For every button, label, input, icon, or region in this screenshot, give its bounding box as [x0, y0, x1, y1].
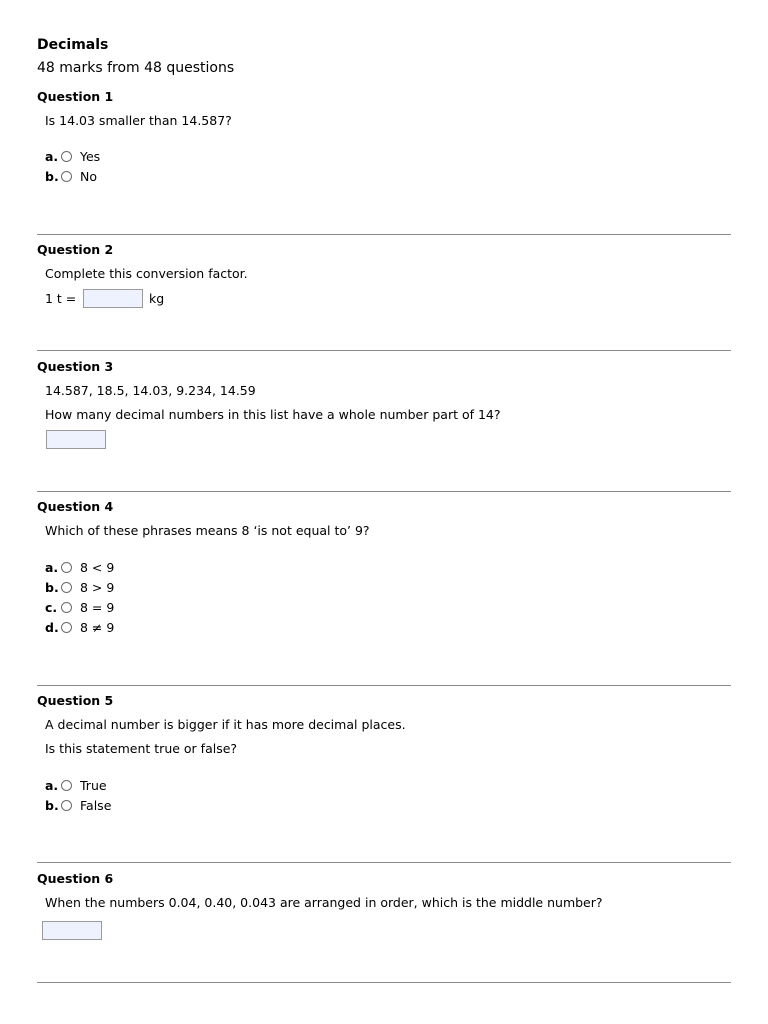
question-2-heading: Question 2: [37, 242, 114, 257]
page-subtitle: 48 marks from 48 questions: [37, 60, 235, 76]
conversion-prefix: 1 t =: [45, 291, 77, 306]
question-4-option-c[interactable]: [45, 599, 114, 615]
question-2-text: Complete this conversion factor.: [45, 266, 248, 281]
option-label: True: [80, 777, 107, 793]
question-divider: [37, 350, 731, 351]
question-3-heading: Question 3: [37, 359, 114, 374]
question-5-text-2: Is this statement true or false?: [45, 741, 238, 756]
option-label: 8 < 9: [80, 559, 115, 575]
question-3-text: How many decimal numbers in this list have a whole number part of 14?: [45, 407, 501, 422]
question-1-option-a[interactable]: [45, 148, 100, 164]
question-1-heading: Question 1: [37, 89, 114, 104]
radio-button[interactable]: [61, 171, 72, 182]
question-divider: [37, 685, 731, 686]
question-4-option-a[interactable]: [45, 559, 114, 575]
option-label: 8 > 9: [80, 579, 115, 595]
option-label: Yes: [80, 148, 101, 164]
question-3-answer-input[interactable]: [46, 430, 106, 449]
radio-button[interactable]: [61, 151, 72, 162]
option-letter: a.: [45, 559, 59, 575]
question-6-heading: Question 6: [37, 871, 114, 886]
option-letter: b.: [45, 579, 59, 595]
question-4-text: Which of these phrases means 8 ‘is not equal to’ 9?: [45, 523, 370, 538]
option-letter: c.: [45, 599, 58, 615]
option-label: 8 ≠ 9: [80, 619, 115, 635]
question-4-option-b[interactable]: [45, 579, 114, 595]
question-divider: [37, 491, 731, 492]
option-label: False: [80, 797, 112, 813]
question-5-option-a[interactable]: [45, 777, 107, 793]
option-letter: b.: [45, 797, 59, 813]
conversion-unit: kg: [149, 291, 165, 306]
question-5-heading: Question 5: [37, 693, 114, 708]
question-1-text: Is 14.03 smaller than 14.587?: [45, 113, 232, 128]
option-letter: b.: [45, 168, 59, 184]
question-4-option-d[interactable]: [45, 619, 114, 635]
question-6-text: When the numbers 0.04, 0.40, 0.043 are arranged in order, which is the middle number?: [45, 895, 603, 910]
question-divider: [37, 982, 731, 983]
radio-button[interactable]: [61, 622, 72, 633]
question-4-heading: Question 4: [37, 499, 114, 514]
option-letter: d.: [45, 619, 59, 635]
radio-button[interactable]: [61, 562, 72, 573]
question-2-answer-input[interactable]: [83, 289, 143, 308]
radio-button[interactable]: [61, 582, 72, 593]
radio-button[interactable]: [61, 602, 72, 613]
question-6-answer-input[interactable]: [42, 921, 102, 940]
option-label: 8 = 9: [80, 599, 115, 615]
page-title: Decimals: [37, 37, 109, 53]
option-label: No: [80, 168, 97, 184]
question-5-text: A decimal number is bigger if it has more decimal places.: [45, 717, 406, 732]
question-1-option-b[interactable]: [45, 168, 97, 184]
radio-button[interactable]: [61, 800, 72, 811]
question-3-number-list: 14.587, 18.5, 14.03, 9.234, 14.59: [45, 383, 256, 398]
question-5-option-b[interactable]: [45, 797, 111, 813]
radio-button[interactable]: [61, 780, 72, 791]
question-divider: [37, 862, 731, 863]
question-divider: [37, 234, 731, 235]
option-letter: a.: [45, 148, 59, 164]
option-letter: a.: [45, 777, 59, 793]
